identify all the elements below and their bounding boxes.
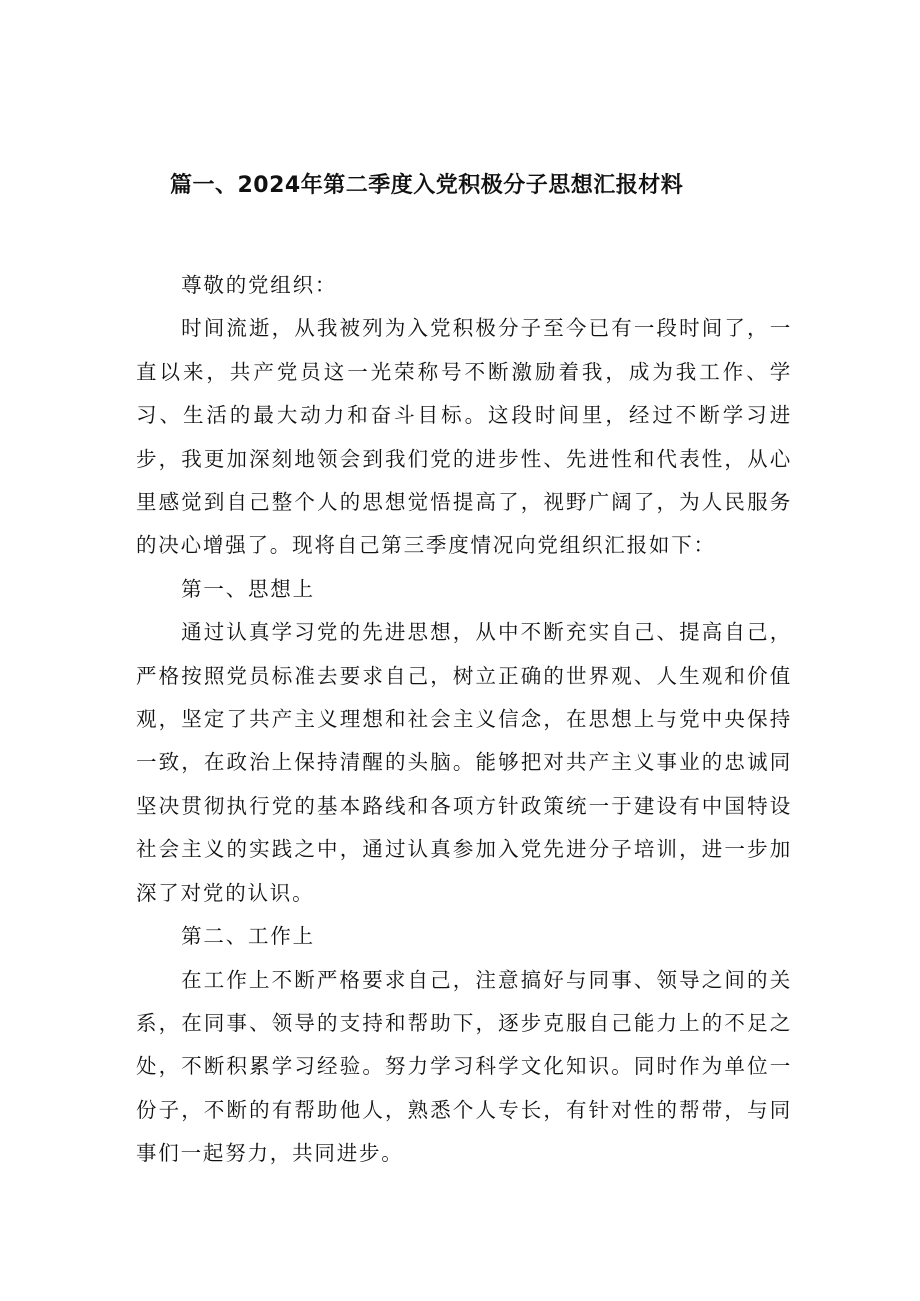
thought-paragraph: 通过认真学习党的先进思想，从中不断充实自己、提高自己，严格按照党员标准去要求自己，树立正确的世界观、人生观和价值观，坚定了共产主义理想和社会主义信念，在思想上与党中央保持一致，在政治上保持清醒的头脑。能够把对共产主义事业的忠诚同坚决贯彻执行党的基本路线和各项方针政策统一于建设有中国特设社会主义的实践之中，通过认真参加入党先进分子培训，进一步加深了对党的认识。: [136, 620, 792, 905]
section-heading-work: 第二、工作上: [181, 924, 315, 949]
intro-paragraph: 时间流逝，从我被列为入党积极分子至今已有一段时间了，一直以来，共产党员这一光荣称号不断激励着我，成为我工作、学习、生活的最大动力和奋斗目标。这段时间里，经过不断学习进步，我更加深刻地领会到我们党的进步性、先进性和代表性，从心里感觉到自己整个人的思想觉悟提高了，视野广阔了，为人民服务的决心增强了。现将自己第三季度情况向党组织汇报如下：: [136, 316, 792, 558]
document-body: [136, 264, 792, 1176]
document-title: 篇一、2024年第二季度入党积极分子思想汇报材料: [170, 173, 684, 198]
section-heading-thought: 第一、思想上: [181, 576, 315, 601]
work-paragraph: 在工作上不断严格要求自己，注意搞好与同事、领导之间的关系，在同事、领导的支持和帮助下，逐步克服自己能力上的不足之处，不断积累学习经验。努力学习科学文化知识。同时作为单位一份子，不断的有帮助他人，熟悉个人专长，有针对性的帮带，与同事们一起努力，共同进步。: [136, 967, 792, 1166]
salutation: 尊敬的党组织：: [181, 273, 338, 297]
